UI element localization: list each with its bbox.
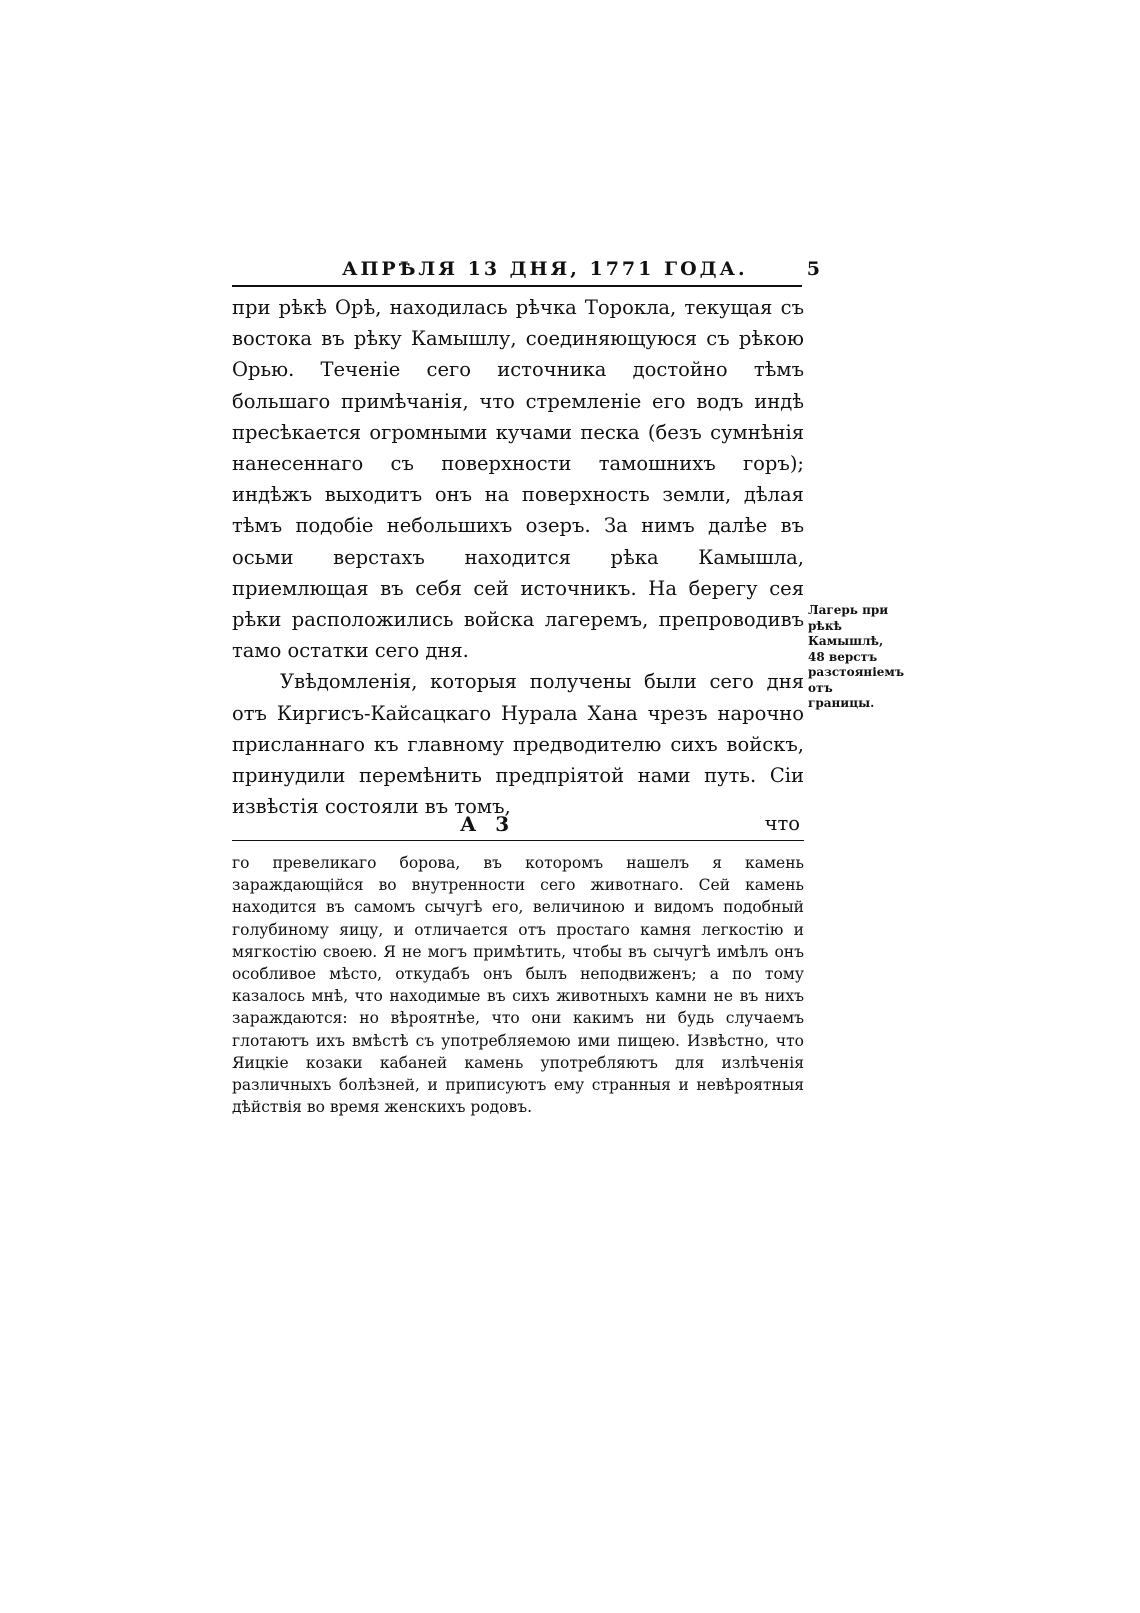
main-text — [232, 292, 804, 822]
signature-line — [232, 812, 804, 842]
signature-mark: А 3 — [460, 812, 516, 836]
footnote: го превеликаго борова, въ которомъ нашелъ я камень зараждающійся во внутренности сего животнаго. Сей камень находится въ самомъ сычугѣ его, величиною и видомъ подобный голубиному яицу, и отличается отъ простаго камня легкостію и мягкостію своею. Я не могъ примѣтить, чтобы въ сычугѣ имѣлъ онъ особливое мѣсто, откудабъ онъ былъ неподвиженъ; а по тому казалось мнѣ, что находимые въ сихъ животныхъ камни не въ нихъ зараждаются: но вѣроятнѣе, что они какимъ ни будь случаемъ глотаютъ ихъ вмѣстѣ съ употребляемою ими пищею. Извѣстно, что Яицкіе козаки кабаней камень употребляютъ для излѣченія различныхъ болѣзней, и приписуютъ ему странныя и невѣроятныя дѣйствія во время женскихъ родовъ. — [232, 854, 804, 1117]
paragraph-1: при рѣкѣ Орѣ, находилась рѣчка Торокла, текущая съ востока въ рѣку Камышлу, соединяющуюся съ рѣкою Орью. Теченіе сего источника достойно тѣмъ большаго примѣчанія, что стремленіе его водъ индѣ пресѣкается огромными кучами песка (безъ сумнѣнія нанесеннаго съ поверхности тамошнихъ горъ); индѣжъ выходитъ онъ на поверхность земли, дѣлая тѣмъ подобіе небольшихъ озеръ. За нимъ далѣе въ осьми верстахъ находится рѣка Камышла, приемлющая въ себя сей источникъ. На берегу сея рѣки расположились войска лагеремъ, препроводивъ тамо остатки сего дня. — [232, 296, 804, 663]
catchword: что — [764, 812, 800, 835]
margin-note: Лагерь при рѣкѣ Камышлѣ, 48 верстъ разстояніемъ отъ границы. — [808, 603, 905, 710]
header-title: АПРѢЛЯ 13 ДНЯ, 1771 ГОДА. — [342, 258, 748, 280]
header-rule — [232, 285, 802, 287]
footnote-rule — [232, 840, 804, 841]
running-header — [232, 258, 820, 288]
page-number: 5 — [806, 258, 820, 280]
paragraph-2: Увѣдомленія, которыя получены были сего дня отъ Киргисъ-Кайсацкаго Нурала Хана чрезъ нарочно присланнаго къ главному предводителю сихъ войскъ, принудили перемѣнить предпріятой нами путь. Сіи извѣстія состояли въ томъ, — [232, 670, 804, 819]
